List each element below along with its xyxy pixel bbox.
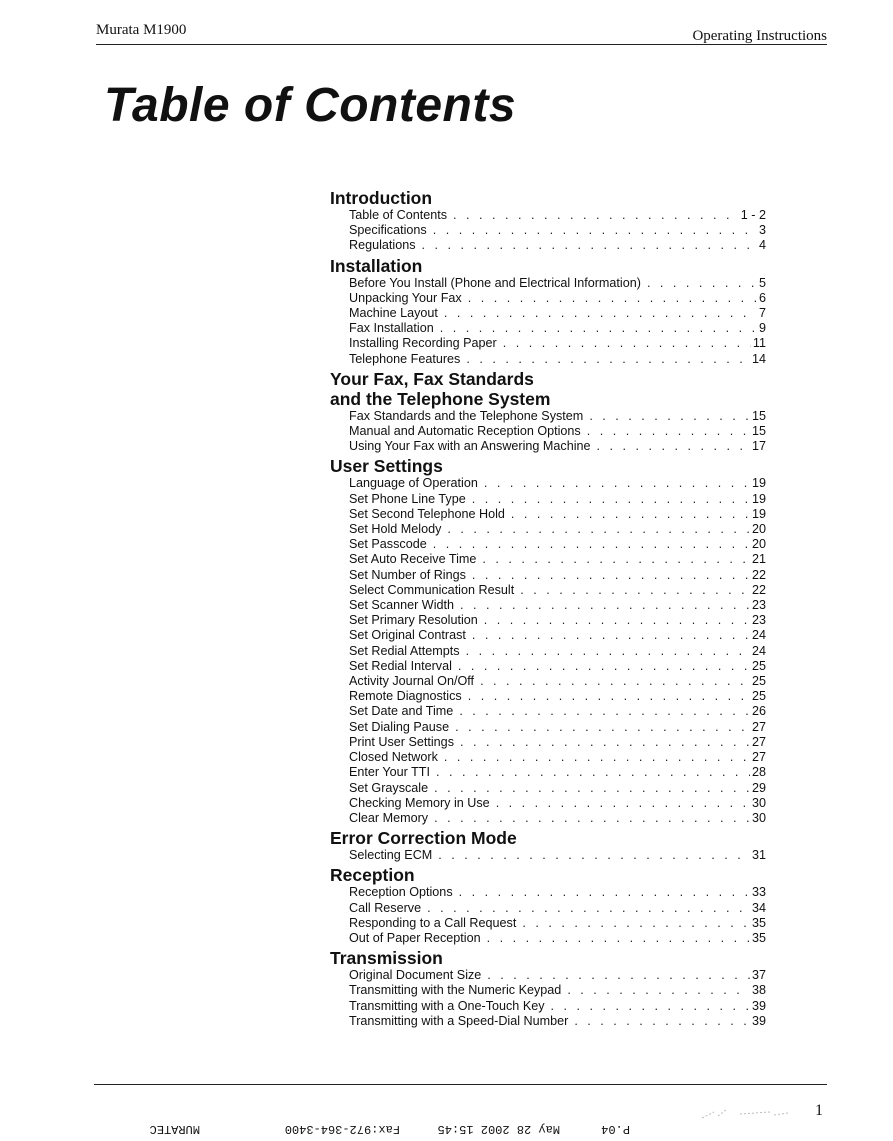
dot-leader — [589, 409, 750, 424]
dot-leader — [522, 916, 750, 931]
toc-entry-page: 28 — [751, 765, 766, 780]
toc-entry-label: Regulations — [349, 238, 416, 253]
toc-entry-label: Machine Layout — [349, 306, 438, 321]
toc-entry-page: 4 — [758, 238, 766, 253]
section-heading: Error Correction Mode — [330, 828, 517, 849]
toc-entry-label: Set Dialing Pause — [349, 719, 450, 734]
section-heading: Transmission — [330, 948, 443, 969]
toc-section — [326, 948, 766, 1029]
section-heading: User Settings — [330, 456, 443, 477]
dot-leader — [472, 628, 750, 643]
toc-entry-label: Telephone Features — [349, 351, 461, 366]
footer-rule — [94, 1084, 827, 1085]
toc-entry-label: Set Original Contrast — [349, 628, 466, 643]
toc-entry-label: Specifications — [349, 223, 427, 238]
toc-entry-label: Using Your Fax with an Answering Machine — [349, 439, 591, 454]
toc-section — [326, 188, 766, 254]
toc-entry-label: Set Redial Interval — [349, 658, 452, 673]
dot-leader — [444, 306, 757, 321]
section-heading: Introduction — [330, 188, 433, 208]
toc-entry-page: 17 — [751, 439, 766, 454]
toc-entry — [326, 583, 766, 598]
toc-entry-label: Print User Settings — [349, 734, 454, 749]
toc-entry-page: 30 — [751, 795, 766, 810]
toc-entry-page: 20 — [751, 537, 766, 552]
toc-entry-page: 21 — [751, 552, 766, 567]
toc-entry-label: Unpacking Your Fax — [349, 290, 462, 305]
dot-leader — [647, 276, 757, 291]
dot-leader — [574, 1014, 750, 1029]
toc-entry — [326, 720, 766, 735]
toc-entry-label: Set Second Telephone Hold — [349, 506, 505, 521]
toc-section — [326, 456, 766, 826]
toc-entry — [326, 704, 766, 719]
toc-entry-page: 37 — [751, 968, 766, 983]
toc-entry-page: 27 — [751, 750, 766, 765]
toc-entry-label: Fax Standards and the Telephone System — [349, 408, 584, 423]
toc-entry — [326, 674, 766, 689]
dot-leader — [503, 336, 751, 351]
dot-leader — [482, 552, 750, 567]
toc-entry — [326, 352, 766, 367]
dot-leader — [472, 492, 750, 507]
toc-entry-page: 3 — [758, 223, 766, 238]
toc-entry-label: Select Communication Result — [349, 582, 515, 597]
toc-entry-label: Transmitting with a One-Touch Key — [349, 998, 545, 1013]
dot-leader — [520, 583, 750, 598]
section-heading: Installation — [330, 255, 423, 276]
fax-sender: MURATEC — [149, 1122, 200, 1136]
dot-leader — [434, 781, 750, 796]
toc-entry-label: Activity Journal On/Off — [349, 674, 475, 689]
toc-entry — [326, 968, 766, 983]
dot-leader — [511, 507, 750, 522]
toc-entry-label: Language of Operation — [349, 476, 478, 491]
toc-entry — [326, 321, 766, 336]
toc-entry — [326, 276, 766, 291]
toc-entry — [326, 765, 766, 780]
toc-entry-label: Selecting ECM — [349, 848, 433, 863]
toc-entry — [326, 901, 766, 916]
toc-entry-page: 34 — [751, 900, 766, 915]
toc-entry-label: Original Document Size — [349, 968, 482, 983]
toc-entry-label: Installing Recording Paper — [349, 336, 497, 351]
toc-entry-page: 29 — [751, 780, 766, 795]
toc-entry-label: Set Grayscale — [349, 780, 429, 795]
dot-leader — [436, 765, 750, 780]
toc-entry-label: Out of Paper Reception — [349, 930, 481, 945]
toc-entry — [326, 291, 766, 306]
dot-leader — [472, 568, 750, 583]
fax-number: Fax:972-364-3400 — [284, 1122, 400, 1136]
toc-entry-label: Set Redial Attempts — [349, 643, 460, 658]
toc-entry — [326, 537, 766, 552]
toc-section — [326, 865, 766, 946]
toc-entry-page: 25 — [751, 689, 766, 704]
toc-entry-page: 6 — [758, 290, 766, 305]
toc-section — [326, 369, 766, 455]
dot-leader — [459, 885, 750, 900]
toc-entry — [326, 306, 766, 321]
dot-leader — [567, 983, 750, 998]
dot-leader — [484, 476, 750, 491]
toc-entry-label: Set Primary Resolution — [349, 613, 478, 628]
toc-entry-label: Set Auto Receive Time — [349, 552, 477, 567]
toc-entry-page: 24 — [751, 628, 766, 643]
dot-leader — [438, 848, 750, 863]
toc-entry-page: 15 — [751, 408, 766, 423]
toc-entry-page: 7 — [758, 306, 766, 321]
toc-entry-label: Set Passcode — [349, 537, 427, 552]
dot-leader — [433, 537, 750, 552]
toc-section — [326, 828, 766, 863]
toc-entry — [326, 522, 766, 537]
toc-entry-page: 33 — [751, 885, 766, 900]
dot-leader — [487, 931, 750, 946]
toc-entry-page: 39 — [751, 1013, 766, 1028]
toc-entry-page: 25 — [751, 658, 766, 673]
dot-leader — [480, 674, 750, 689]
dot-leader — [434, 811, 750, 826]
toc-entry — [326, 885, 766, 900]
toc-entry-page: 26 — [751, 704, 766, 719]
toc-entry — [326, 568, 766, 583]
dot-leader — [459, 704, 750, 719]
toc-entry-page: 25 — [751, 674, 766, 689]
toc-entry — [326, 735, 766, 750]
dot-leader — [440, 321, 757, 336]
scan-smudge-mark — [700, 1106, 790, 1120]
toc-entry-page: 27 — [751, 734, 766, 749]
dot-leader — [597, 439, 750, 454]
fax-transmission-header — [110, 1122, 630, 1136]
toc-entry-label: Set Date and Time — [349, 704, 454, 719]
toc-entry — [326, 750, 766, 765]
dot-leader — [453, 208, 739, 223]
toc-entry-page: 39 — [751, 998, 766, 1013]
toc-entry — [326, 659, 766, 674]
page-title: Table of Contents — [104, 79, 517, 132]
dot-leader — [458, 659, 750, 674]
toc-entry — [326, 1014, 766, 1029]
toc-entry-page: 20 — [751, 522, 766, 537]
dot-leader — [484, 613, 750, 628]
table-of-contents — [326, 188, 766, 1031]
toc-entry-page: 23 — [751, 613, 766, 628]
dot-leader — [468, 291, 757, 306]
dot-leader — [447, 522, 750, 537]
toc-entry-label: Set Phone Line Type — [349, 491, 466, 506]
toc-entry-label: Enter Your TTI — [349, 765, 430, 780]
toc-entry-label: Set Hold Melody — [349, 522, 442, 537]
toc-entry-label: Reception Options — [349, 885, 453, 900]
toc-entry-page: 38 — [751, 983, 766, 998]
toc-entry — [326, 916, 766, 931]
toc-entry — [326, 409, 766, 424]
toc-entry-label: Transmitting with a Speed-Dial Number — [349, 1013, 569, 1028]
toc-entry-label: Responding to a Call Request — [349, 915, 517, 930]
toc-entry-label: Fax Installation — [349, 321, 434, 336]
toc-entry-label: Manual and Automatic Reception Options — [349, 424, 581, 439]
toc-entry-label: Remote Diagnostics — [349, 689, 462, 704]
toc-entry-label: Clear Memory — [349, 810, 429, 825]
toc-entry — [326, 492, 766, 507]
toc-entry — [326, 552, 766, 567]
toc-entry — [326, 628, 766, 643]
toc-entry-page: 22 — [751, 582, 766, 597]
dot-leader — [433, 223, 757, 238]
toc-entry — [326, 439, 766, 454]
toc-entry-page: 1 - 2 — [740, 208, 766, 222]
toc-entry — [326, 811, 766, 826]
toc-entry — [326, 208, 766, 223]
toc-entry-page: 5 — [758, 275, 766, 290]
dot-leader — [460, 598, 750, 613]
toc-entry — [326, 796, 766, 811]
toc-entry-page: 30 — [751, 810, 766, 825]
toc-entry-page: 35 — [751, 930, 766, 945]
toc-entry-page: 22 — [751, 567, 766, 582]
dot-leader — [466, 644, 750, 659]
header-product-name: Murata M1900 — [96, 22, 187, 38]
dot-leader — [468, 689, 750, 704]
toc-entry-page: 23 — [751, 598, 766, 613]
toc-entry — [326, 613, 766, 628]
header-doc-type: Operating Instructions — [692, 28, 827, 44]
toc-entry-page: 9 — [758, 321, 766, 336]
dot-leader — [496, 796, 750, 811]
dot-leader — [427, 901, 750, 916]
toc-entry-label: Set Scanner Width — [349, 598, 454, 613]
toc-entry-label: Checking Memory in Use — [349, 795, 490, 810]
toc-entry — [326, 644, 766, 659]
toc-entry-label: Table of Contents — [349, 208, 448, 222]
toc-entry — [326, 781, 766, 796]
toc-entry — [326, 223, 766, 238]
section-heading: Reception — [330, 865, 415, 886]
toc-entry-label: Call Reserve — [349, 900, 422, 915]
toc-entry-label: Before You Install (Phone and Electrical Information) — [349, 275, 641, 290]
dot-leader — [466, 352, 750, 367]
toc-entry-page: 11 — [752, 336, 766, 351]
toc-entry-label: Set Number of Rings — [349, 567, 466, 582]
dot-leader — [587, 424, 750, 439]
fax-timestamp: May 28 2002 15:45 — [437, 1122, 560, 1136]
toc-entry-page: 19 — [751, 506, 766, 521]
toc-entry-page: 35 — [751, 915, 766, 930]
toc-section — [326, 256, 766, 367]
toc-entry-page: 24 — [751, 643, 766, 658]
dot-leader — [487, 968, 750, 983]
section-heading: Your Fax, Fax Standards and the Telephone System — [330, 368, 551, 409]
toc-entry — [326, 424, 766, 439]
toc-entry-page: 31 — [751, 848, 766, 863]
toc-entry-page: 19 — [751, 491, 766, 506]
toc-entry — [326, 238, 766, 253]
dot-leader — [460, 735, 750, 750]
toc-entry-label: Closed Network — [349, 750, 438, 765]
toc-entry — [326, 931, 766, 946]
toc-entry — [326, 848, 766, 863]
toc-entry-page: 19 — [751, 476, 766, 491]
toc-entry-page: 27 — [751, 719, 766, 734]
toc-entry — [326, 336, 766, 351]
page-number: 1 — [815, 1102, 823, 1119]
dot-leader — [455, 720, 750, 735]
toc-entry — [326, 983, 766, 998]
toc-entry-label: Transmitting with the Numeric Keypad — [349, 983, 562, 998]
dot-leader — [422, 238, 757, 253]
toc-entry — [326, 507, 766, 522]
toc-entry — [326, 598, 766, 613]
toc-entry — [326, 476, 766, 491]
fax-page-code: P.04 — [601, 1122, 630, 1136]
dot-leader — [444, 750, 750, 765]
toc-entry-page: 14 — [751, 351, 766, 366]
dot-leader — [551, 999, 750, 1014]
header-rule — [96, 44, 827, 45]
toc-entry-page: 15 — [751, 424, 766, 439]
toc-entry — [326, 999, 766, 1014]
toc-entry — [326, 689, 766, 704]
